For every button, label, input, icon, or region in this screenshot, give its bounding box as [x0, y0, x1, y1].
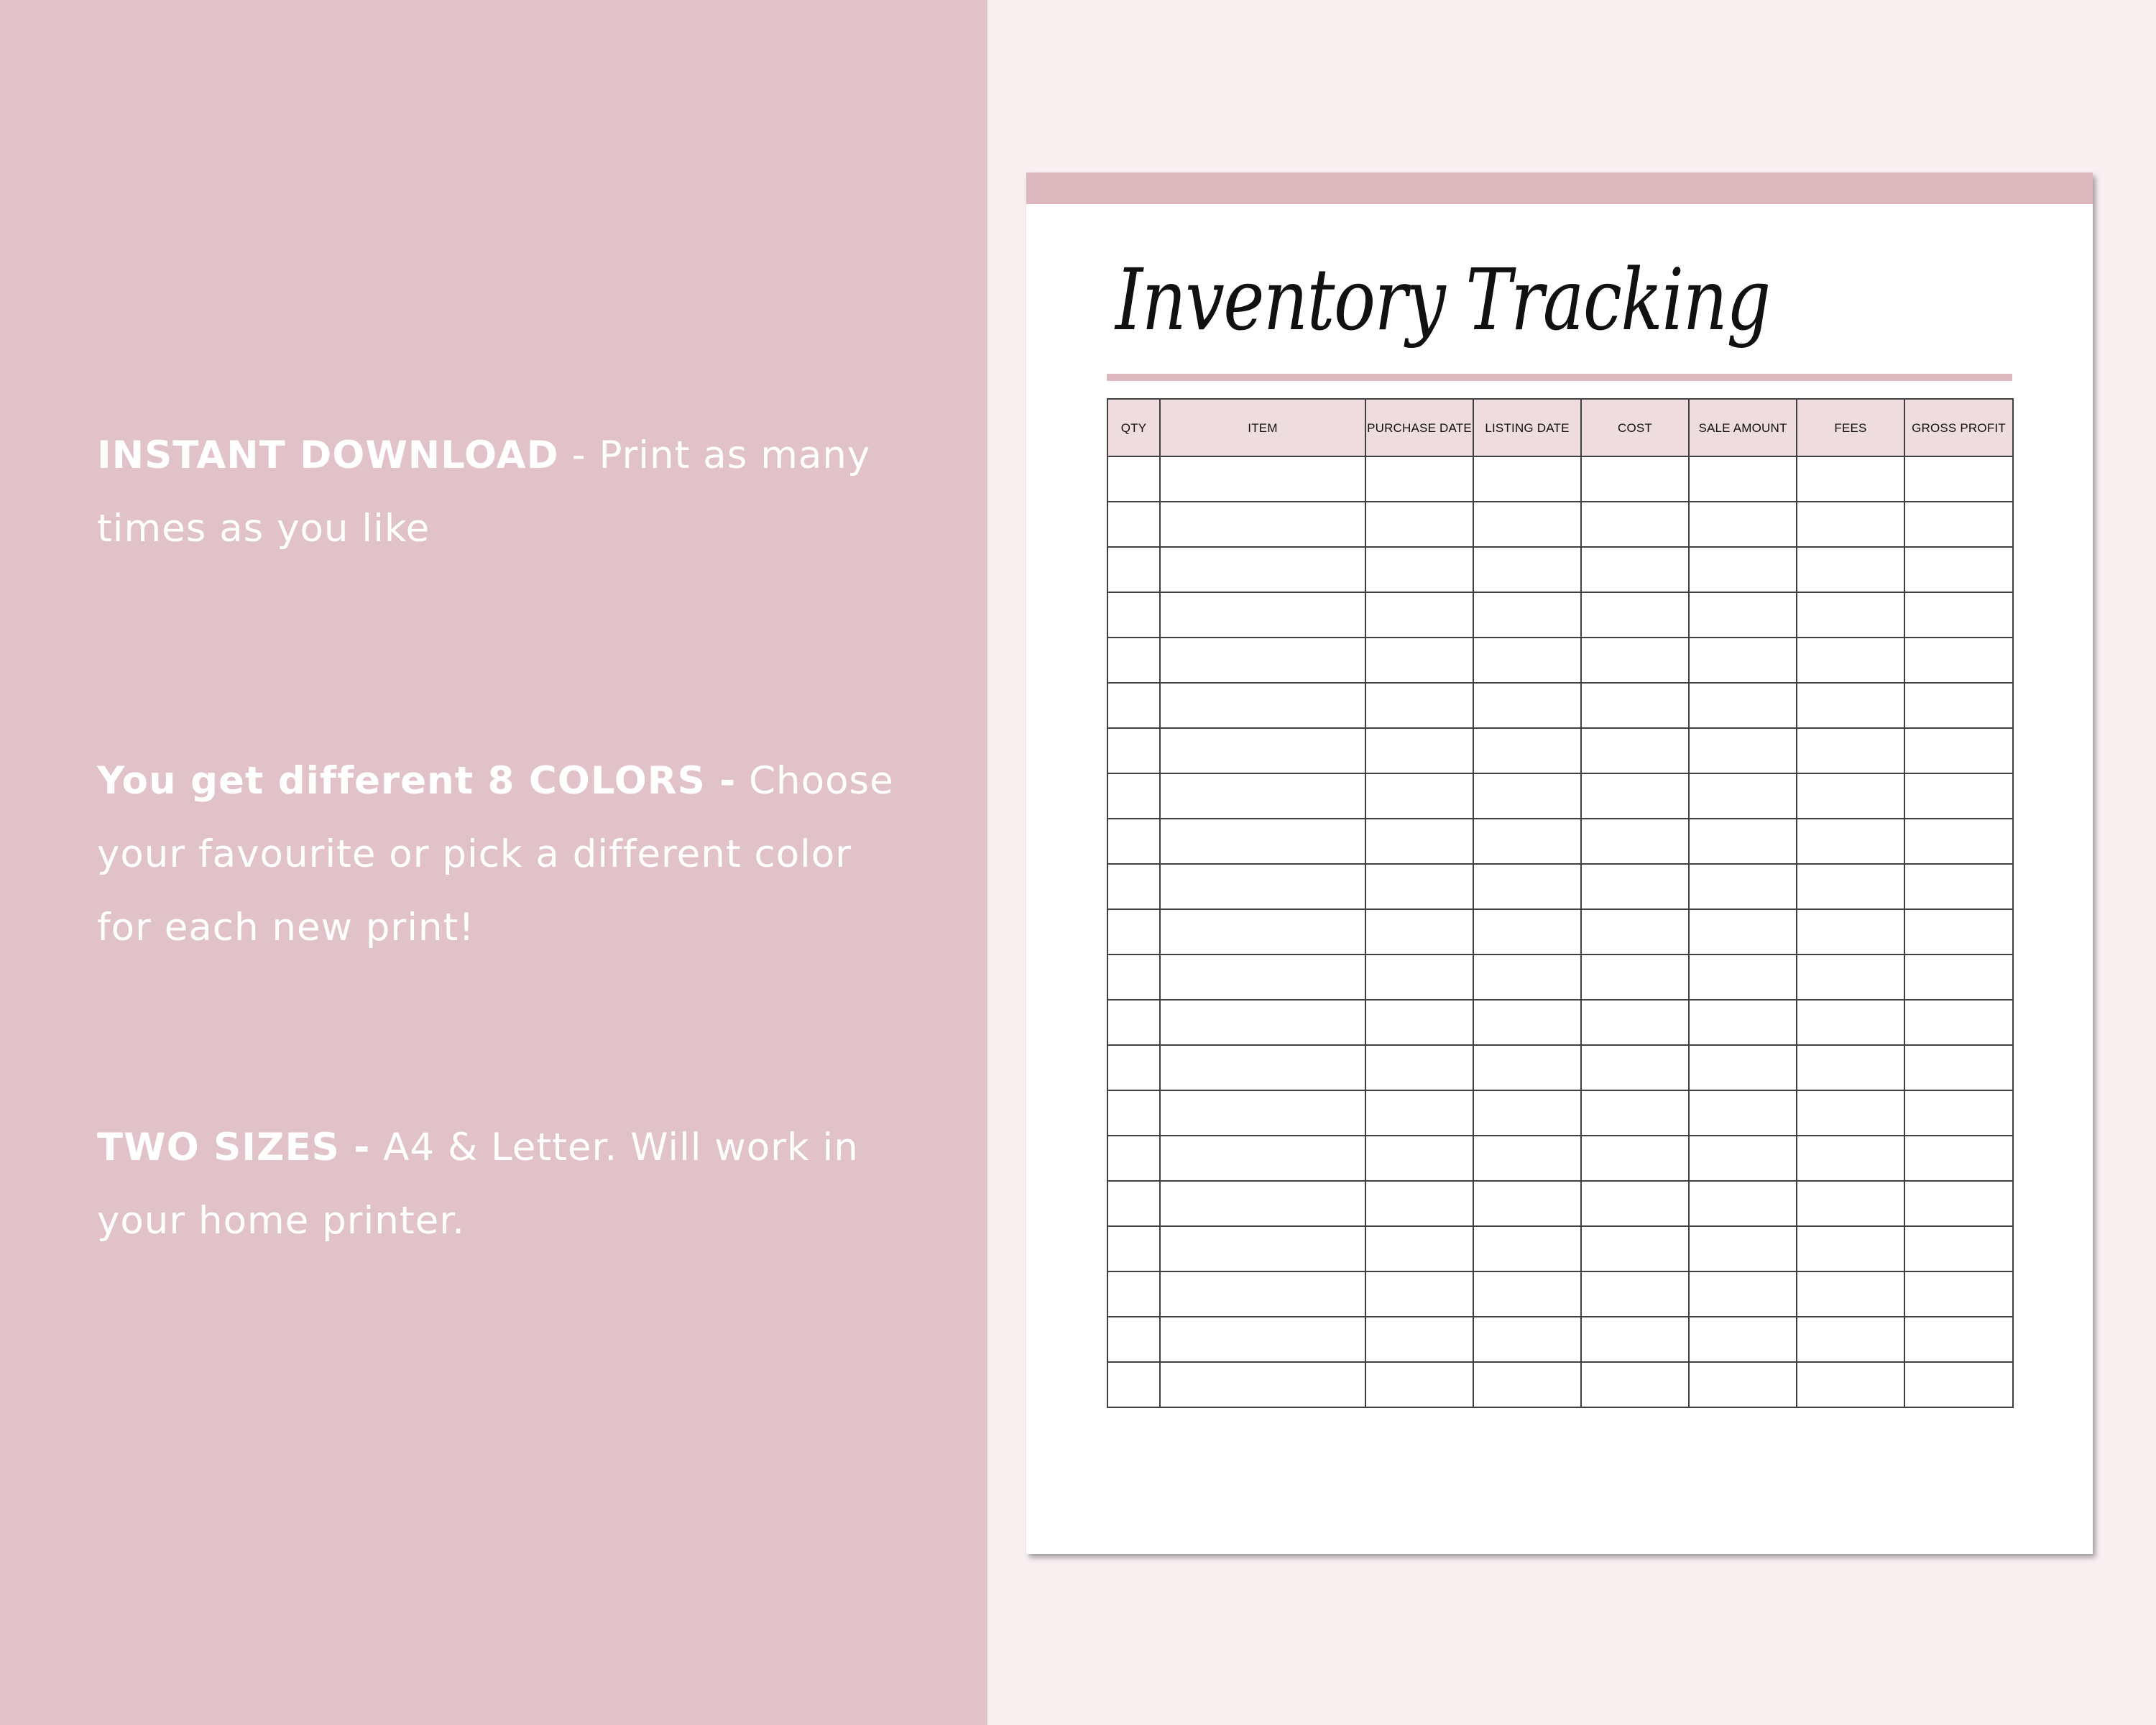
table-cell — [1797, 547, 1904, 592]
table-cell — [1107, 1317, 1160, 1362]
table-cell — [1797, 1181, 1904, 1226]
table-cell — [1689, 954, 1797, 1000]
table-cell — [1904, 1271, 2013, 1317]
table-cell — [1473, 728, 1581, 773]
table-cell — [1160, 819, 1365, 864]
table-cell — [1581, 728, 1689, 773]
table-body — [1107, 456, 2013, 1407]
inventory-tracking-table — [1107, 398, 2014, 1408]
table-cell — [1160, 909, 1365, 954]
table-row — [1107, 638, 2013, 683]
table-cell — [1107, 1090, 1160, 1136]
table-cell — [1904, 954, 2013, 1000]
feature-instant-download — [97, 419, 902, 566]
table-cell — [1797, 638, 1904, 683]
table-row — [1107, 592, 2013, 638]
table-cell — [1904, 502, 2013, 547]
table-cell — [1904, 592, 2013, 638]
table-cell — [1904, 819, 2013, 864]
table-cell — [1160, 502, 1365, 547]
table-cell — [1160, 1271, 1365, 1317]
table-cell — [1160, 1181, 1365, 1226]
table-cell — [1581, 1226, 1689, 1271]
table-cell — [1365, 683, 1473, 728]
table-cell — [1904, 728, 2013, 773]
table-cell — [1160, 864, 1365, 909]
table-cell — [1160, 954, 1365, 1000]
table-cell — [1904, 1000, 2013, 1045]
feature-heading: You get different 8 COLORS - — [97, 759, 737, 803]
table-cell — [1107, 1362, 1160, 1407]
column-header-sale-amount: SALE AMOUNT — [1689, 399, 1797, 456]
table-cell — [1797, 1000, 1904, 1045]
table-cell — [1689, 773, 1797, 819]
table-cell — [1689, 1226, 1797, 1271]
table-row — [1107, 1136, 2013, 1181]
table-row — [1107, 1271, 2013, 1317]
table-cell — [1797, 1362, 1904, 1407]
table-cell — [1365, 1271, 1473, 1317]
column-header-fees: FEES — [1797, 399, 1904, 456]
table-cell — [1904, 1045, 2013, 1090]
table-cell — [1581, 1090, 1689, 1136]
table-row — [1107, 1317, 2013, 1362]
table-cell — [1689, 547, 1797, 592]
table-cell — [1904, 1090, 2013, 1136]
table-cell — [1797, 1045, 1904, 1090]
table-cell — [1581, 1045, 1689, 1090]
table-cell — [1473, 1000, 1581, 1045]
table-row — [1107, 954, 2013, 1000]
table-cell — [1365, 1226, 1473, 1271]
table-cell — [1160, 592, 1365, 638]
table-cell — [1689, 592, 1797, 638]
table-cell — [1581, 456, 1689, 502]
table-cell — [1365, 954, 1473, 1000]
table-cell — [1107, 909, 1160, 954]
table-row — [1107, 1362, 2013, 1407]
table-row — [1107, 1000, 2013, 1045]
table-cell — [1107, 1226, 1160, 1271]
table-cell — [1689, 1317, 1797, 1362]
table-cell — [1473, 456, 1581, 502]
table-cell — [1473, 638, 1581, 683]
table-cell — [1160, 1045, 1365, 1090]
table-cell — [1365, 1000, 1473, 1045]
table-row — [1107, 683, 2013, 728]
table-cell — [1365, 864, 1473, 909]
table-cell — [1797, 954, 1904, 1000]
table-cell — [1689, 1271, 1797, 1317]
table-cell — [1160, 1000, 1365, 1045]
table-cell — [1365, 456, 1473, 502]
table-cell — [1689, 1000, 1797, 1045]
table-cell — [1365, 909, 1473, 954]
table-cell — [1160, 1317, 1365, 1362]
table-cell — [1689, 456, 1797, 502]
table-cell — [1797, 592, 1904, 638]
table-cell — [1160, 547, 1365, 592]
table-cell — [1473, 1271, 1581, 1317]
table-cell — [1581, 1271, 1689, 1317]
table-cell — [1689, 683, 1797, 728]
table-cell — [1581, 592, 1689, 638]
table-cell — [1365, 1136, 1473, 1181]
table-cell — [1107, 1045, 1160, 1090]
table-cell — [1581, 547, 1689, 592]
table-cell — [1689, 638, 1797, 683]
feature-heading: INSTANT DOWNLOAD — [97, 433, 559, 477]
table-cell — [1797, 728, 1904, 773]
table-cell — [1797, 683, 1904, 728]
table-cell — [1904, 773, 2013, 819]
title-divider — [1107, 374, 2012, 381]
feature-description: - Print as many times as you like — [97, 433, 871, 551]
table-cell — [1473, 819, 1581, 864]
table-row — [1107, 909, 2013, 954]
left-info-panel — [0, 0, 987, 1725]
table-cell — [1473, 864, 1581, 909]
table-cell — [1689, 864, 1797, 909]
table-cell — [1797, 1090, 1904, 1136]
table-row — [1107, 547, 2013, 592]
table-cell — [1689, 819, 1797, 864]
table-cell — [1797, 1317, 1904, 1362]
table-cell — [1365, 1181, 1473, 1226]
table-cell — [1473, 1090, 1581, 1136]
table-cell — [1581, 864, 1689, 909]
table-cell — [1581, 1136, 1689, 1181]
table-cell — [1797, 1136, 1904, 1181]
table-row — [1107, 502, 2013, 547]
table-cell — [1107, 456, 1160, 502]
table-cell — [1160, 1362, 1365, 1407]
column-header-purchase-date: PURCHASE DATE — [1365, 399, 1473, 456]
table-cell — [1160, 1136, 1365, 1181]
table-cell — [1689, 728, 1797, 773]
table-cell — [1107, 502, 1160, 547]
table-cell — [1365, 502, 1473, 547]
table-cell — [1581, 909, 1689, 954]
feature-description: Choose your favourite or pick a different color for each new print! — [97, 759, 894, 949]
table-cell — [1581, 1362, 1689, 1407]
table-cell — [1473, 592, 1581, 638]
table-cell — [1904, 547, 2013, 592]
table-cell — [1904, 1181, 2013, 1226]
table-cell — [1581, 683, 1689, 728]
table-cell — [1365, 592, 1473, 638]
table-cell — [1473, 1045, 1581, 1090]
column-header-item: ITEM — [1160, 399, 1365, 456]
table-cell — [1581, 1317, 1689, 1362]
table-cell — [1473, 547, 1581, 592]
table-cell — [1797, 773, 1904, 819]
table-cell — [1160, 773, 1365, 819]
table-cell — [1473, 1317, 1581, 1362]
table-cell — [1797, 456, 1904, 502]
page-title: Inventory Tracking — [1115, 250, 1770, 349]
table-cell — [1365, 1045, 1473, 1090]
table-row — [1107, 1181, 2013, 1226]
table-cell — [1473, 773, 1581, 819]
table-cell — [1107, 773, 1160, 819]
table-cell — [1107, 1271, 1160, 1317]
table-cell — [1797, 1271, 1904, 1317]
table-row — [1107, 728, 2013, 773]
table-cell — [1365, 728, 1473, 773]
table-cell — [1365, 819, 1473, 864]
page-top-accent-bar — [1026, 172, 2093, 204]
table-cell — [1689, 1362, 1797, 1407]
table-cell — [1107, 547, 1160, 592]
table-cell — [1581, 954, 1689, 1000]
table-header-row — [1107, 399, 2013, 456]
table-row — [1107, 864, 2013, 909]
table-cell — [1107, 1000, 1160, 1045]
table-cell — [1904, 1226, 2013, 1271]
table-cell — [1473, 1362, 1581, 1407]
table-cell — [1581, 502, 1689, 547]
table-cell — [1473, 502, 1581, 547]
table-cell — [1473, 909, 1581, 954]
table-cell — [1160, 683, 1365, 728]
table-cell — [1365, 638, 1473, 683]
column-header-gross-profit: GROSS PROFIT — [1904, 399, 2013, 456]
table-cell — [1689, 1090, 1797, 1136]
table-cell — [1904, 1136, 2013, 1181]
table-cell — [1473, 954, 1581, 1000]
table-cell — [1107, 954, 1160, 1000]
table-cell — [1689, 1136, 1797, 1181]
column-header-listing-date: LISTING DATE — [1473, 399, 1581, 456]
table-cell — [1365, 773, 1473, 819]
table-cell — [1689, 909, 1797, 954]
table-cell — [1904, 456, 2013, 502]
table-cell — [1160, 1226, 1365, 1271]
table-row — [1107, 1045, 2013, 1090]
table-cell — [1797, 502, 1904, 547]
table-cell — [1473, 683, 1581, 728]
table-cell — [1797, 864, 1904, 909]
feature-description: A4 & Letter. Will work in your home printer. — [97, 1126, 859, 1243]
table-cell — [1160, 1090, 1365, 1136]
table-cell — [1581, 773, 1689, 819]
column-header-qty: QTY — [1107, 399, 1160, 456]
table-cell — [1107, 638, 1160, 683]
table-cell — [1904, 638, 2013, 683]
table-cell — [1365, 547, 1473, 592]
table-cell — [1473, 1226, 1581, 1271]
table-cell — [1365, 1362, 1473, 1407]
table-cell — [1689, 1045, 1797, 1090]
table-cell — [1160, 456, 1365, 502]
table-cell — [1581, 819, 1689, 864]
table-cell — [1904, 1317, 2013, 1362]
table-row — [1107, 1090, 2013, 1136]
table-cell — [1365, 1090, 1473, 1136]
table-cell — [1904, 683, 2013, 728]
table-row — [1107, 773, 2013, 819]
table-cell — [1797, 819, 1904, 864]
table-cell — [1107, 728, 1160, 773]
feature-heading: TWO SIZES - — [97, 1126, 371, 1169]
table-row — [1107, 819, 2013, 864]
table-cell — [1160, 728, 1365, 773]
table-cell — [1904, 864, 2013, 909]
table-cell — [1797, 909, 1904, 954]
table-row — [1107, 456, 2013, 502]
feature-colors — [97, 745, 902, 965]
feature-sizes — [97, 1111, 902, 1258]
table-cell — [1107, 819, 1160, 864]
table-cell — [1904, 909, 2013, 954]
table-row — [1107, 1226, 2013, 1271]
table-cell — [1581, 638, 1689, 683]
table-cell — [1107, 592, 1160, 638]
table-cell — [1365, 1317, 1473, 1362]
table-cell — [1107, 683, 1160, 728]
table-cell — [1107, 1136, 1160, 1181]
table-cell — [1581, 1181, 1689, 1226]
table-cell — [1473, 1181, 1581, 1226]
table-cell — [1689, 502, 1797, 547]
table-cell — [1904, 1362, 2013, 1407]
table-cell — [1797, 1226, 1904, 1271]
table-cell — [1581, 1000, 1689, 1045]
table-cell — [1689, 1181, 1797, 1226]
column-header-cost: COST — [1581, 399, 1689, 456]
table-cell — [1107, 864, 1160, 909]
table-cell — [1107, 1181, 1160, 1226]
table-cell — [1160, 638, 1365, 683]
printable-page-preview — [1026, 172, 2093, 1554]
table-cell — [1473, 1136, 1581, 1181]
